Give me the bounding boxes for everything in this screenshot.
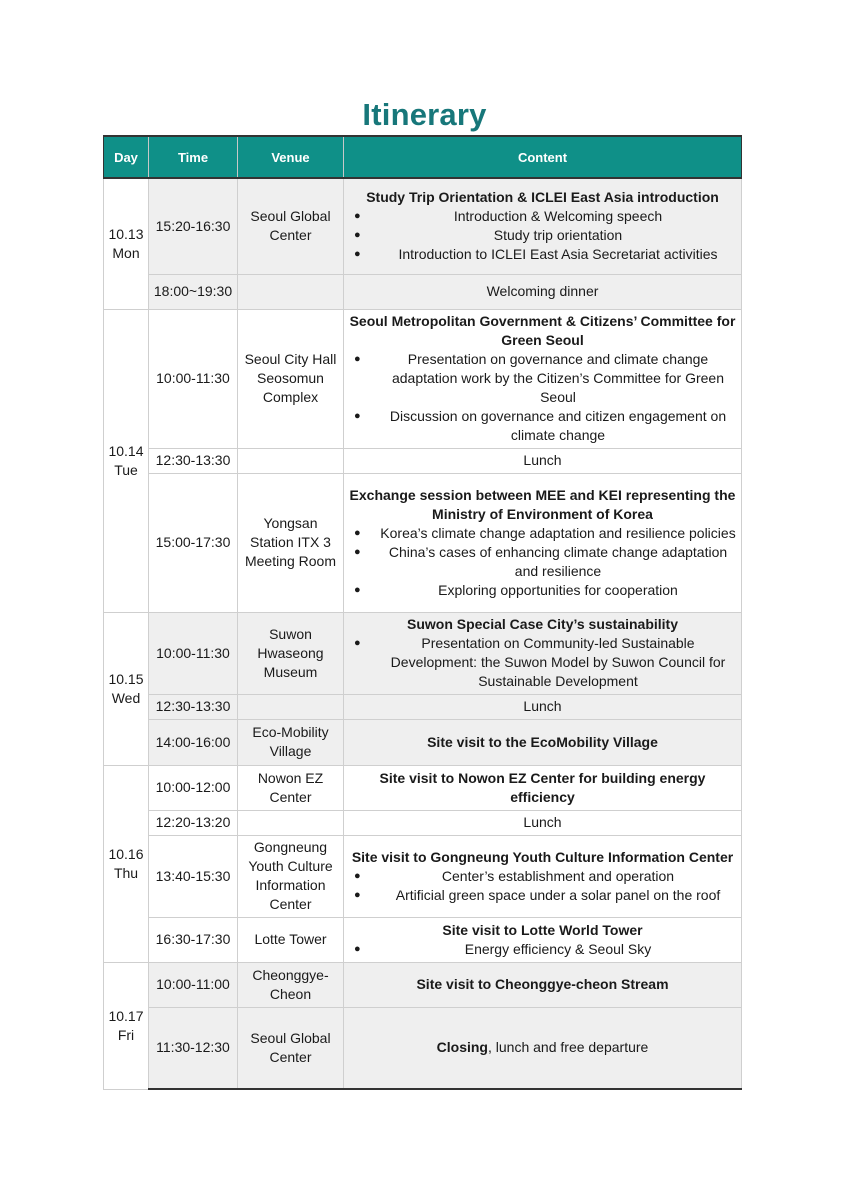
table-row: [104, 962, 742, 1007]
day-cell: [104, 309, 149, 612]
list-item: ● Center’s establishment and operation: [348, 867, 737, 886]
day-cell: [104, 612, 149, 765]
content-cell: [344, 765, 742, 810]
time-cell: 10:00-11:30: [149, 309, 238, 448]
table-row: [104, 719, 742, 765]
day-date: 10.13: [108, 225, 144, 242]
list-item: ● Introduction & Welcoming speech: [348, 207, 737, 226]
venue-cell: [238, 448, 344, 473]
list-item: ● Exploring opportunities for cooperation: [348, 581, 737, 600]
table-row: [104, 1007, 742, 1089]
content-cell: [344, 612, 742, 694]
content-heading: Site visit to Gongneung Youth Culture Information Center: [351, 848, 734, 865]
content-cell: [344, 835, 742, 917]
content-cell: Lunch: [344, 810, 742, 835]
list-item: ● Korea’s climate change adaptation and resilience policies: [348, 524, 737, 543]
content-heading: Closing: [436, 1039, 488, 1056]
time-cell: 10:00-12:00: [149, 765, 238, 810]
time-cell: 12:30-13:30: [149, 448, 238, 473]
table-row: [104, 178, 742, 274]
content-heading: Site visit to Lotte World Tower: [442, 921, 643, 938]
day-date: 10.16: [108, 845, 144, 862]
bullet-list: [348, 207, 737, 264]
header-time: Time: [149, 136, 238, 178]
venue-cell: Cheonggye-Cheon: [238, 962, 344, 1007]
venue-cell: Seoul City Hall Seosomun Complex: [238, 309, 344, 448]
itinerary-table: [103, 135, 742, 1090]
venue-cell: Seoul Global Center: [238, 1007, 344, 1089]
day-date: 10.15: [108, 670, 144, 687]
header-venue: Venue: [238, 136, 344, 178]
bullet-list: [348, 634, 737, 691]
table-row: [104, 917, 742, 962]
table-row: [104, 448, 742, 473]
day-weekday: Tue: [114, 461, 138, 478]
table-row: [104, 309, 742, 448]
venue-cell: [238, 274, 344, 309]
day-cell: [104, 178, 149, 309]
content-text: , lunch and free departure: [488, 1039, 649, 1056]
content-cell: [344, 917, 742, 962]
header-row: [104, 136, 742, 178]
list-item: ● Artificial green space under a solar panel on the roof: [348, 886, 737, 905]
venue-cell: [238, 694, 344, 719]
bullet-list: [348, 867, 737, 905]
day-date: 10.17: [108, 1007, 144, 1024]
table-row: [104, 835, 742, 917]
venue-cell: Lotte Tower: [238, 917, 344, 962]
table-row: [104, 274, 742, 309]
time-cell: 12:20-13:20: [149, 810, 238, 835]
content-cell: [344, 309, 742, 448]
venue-cell: Eco-Mobility Village: [238, 719, 344, 765]
content-cell: [344, 178, 742, 274]
venue-cell: Yongsan Station ITX 3 Meeting Room: [238, 473, 344, 612]
day-weekday: Wed: [111, 689, 141, 706]
time-cell: 18:00~19:30: [149, 274, 238, 309]
time-cell: 15:20-16:30: [149, 178, 238, 274]
bullet-list: [348, 524, 737, 600]
time-cell: 10:00-11:00: [149, 962, 238, 1007]
table-row: [104, 810, 742, 835]
content-heading: Site visit to Nowon EZ Center for building energy efficiency: [379, 769, 706, 805]
content-cell: [344, 1007, 742, 1089]
content-heading: Study Trip Orientation & ICLEI East Asia introduction: [366, 189, 719, 206]
time-cell: 13:40-15:30: [149, 835, 238, 917]
time-cell: 14:00-16:00: [149, 719, 238, 765]
header-day: Day: [104, 136, 149, 178]
page-title: Itinerary: [362, 97, 487, 132]
venue-cell: Gongneung Youth Culture Information Center: [238, 835, 344, 917]
bullet-list: [348, 940, 737, 959]
day-date: 10.14: [108, 442, 144, 459]
time-cell: 11:30-12:30: [149, 1007, 238, 1089]
venue-cell: [238, 810, 344, 835]
day-cell: [104, 962, 149, 1089]
content-heading: Site visit to the EcoMobility Village: [427, 733, 658, 750]
venue-cell: Suwon Hwaseong Museum: [238, 612, 344, 694]
list-item: ● Energy efficiency & Seoul Sky: [348, 940, 737, 959]
content-cell: [344, 719, 742, 765]
bullet-list: [348, 350, 737, 445]
content-cell: Lunch: [344, 694, 742, 719]
day-weekday: Fri: [117, 1026, 135, 1043]
venue-cell: Nowon EZ Center: [238, 765, 344, 810]
content-heading: Site visit to Cheonggye-cheon Stream: [416, 976, 669, 992]
time-cell: 12:30-13:30: [149, 694, 238, 719]
table-row: [104, 473, 742, 612]
list-item: ● Presentation on Community-led Sustainable Development: the Suwon Model by Suwon Council for Sustainable Development: [348, 634, 737, 691]
day-weekday: Thu: [113, 864, 139, 881]
content-cell: Welcoming dinner: [344, 274, 742, 309]
time-cell: 16:30-17:30: [149, 917, 238, 962]
list-item: ● Presentation on governance and climate change adaptation work by the Citizen’s Committee for Green Seoul: [348, 350, 737, 407]
table-row: [104, 612, 742, 694]
content-heading: Exchange session between MEE and KEI representing the Ministry of Environment of Korea: [349, 486, 736, 522]
list-item: ● China’s cases of enhancing climate change adaptation and resilience: [348, 543, 737, 581]
content-cell: [344, 962, 742, 1007]
list-item: ● Introduction to ICLEI East Asia Secretariat activities: [348, 245, 737, 264]
time-cell: 15:00-17:30: [149, 473, 238, 612]
table-row: [104, 765, 742, 810]
time-cell: 10:00-11:30: [149, 612, 238, 694]
day-weekday: Mon: [112, 244, 140, 261]
table-row: [104, 694, 742, 719]
content-heading: Seoul Metropolitan Government & Citizens’ Committee for Green Seoul: [349, 313, 736, 348]
content-cell: [344, 473, 742, 612]
day-cell: [104, 765, 149, 962]
content-cell: Lunch: [344, 448, 742, 473]
list-item: ● Study trip orientation: [348, 226, 737, 245]
header-content: Content: [344, 136, 742, 178]
venue-cell: Seoul Global Center: [238, 178, 344, 274]
content-heading: Suwon Special Case City’s sustainability: [406, 616, 678, 632]
list-item: ● Discussion on governance and citizen engagement on climate change: [348, 407, 737, 445]
